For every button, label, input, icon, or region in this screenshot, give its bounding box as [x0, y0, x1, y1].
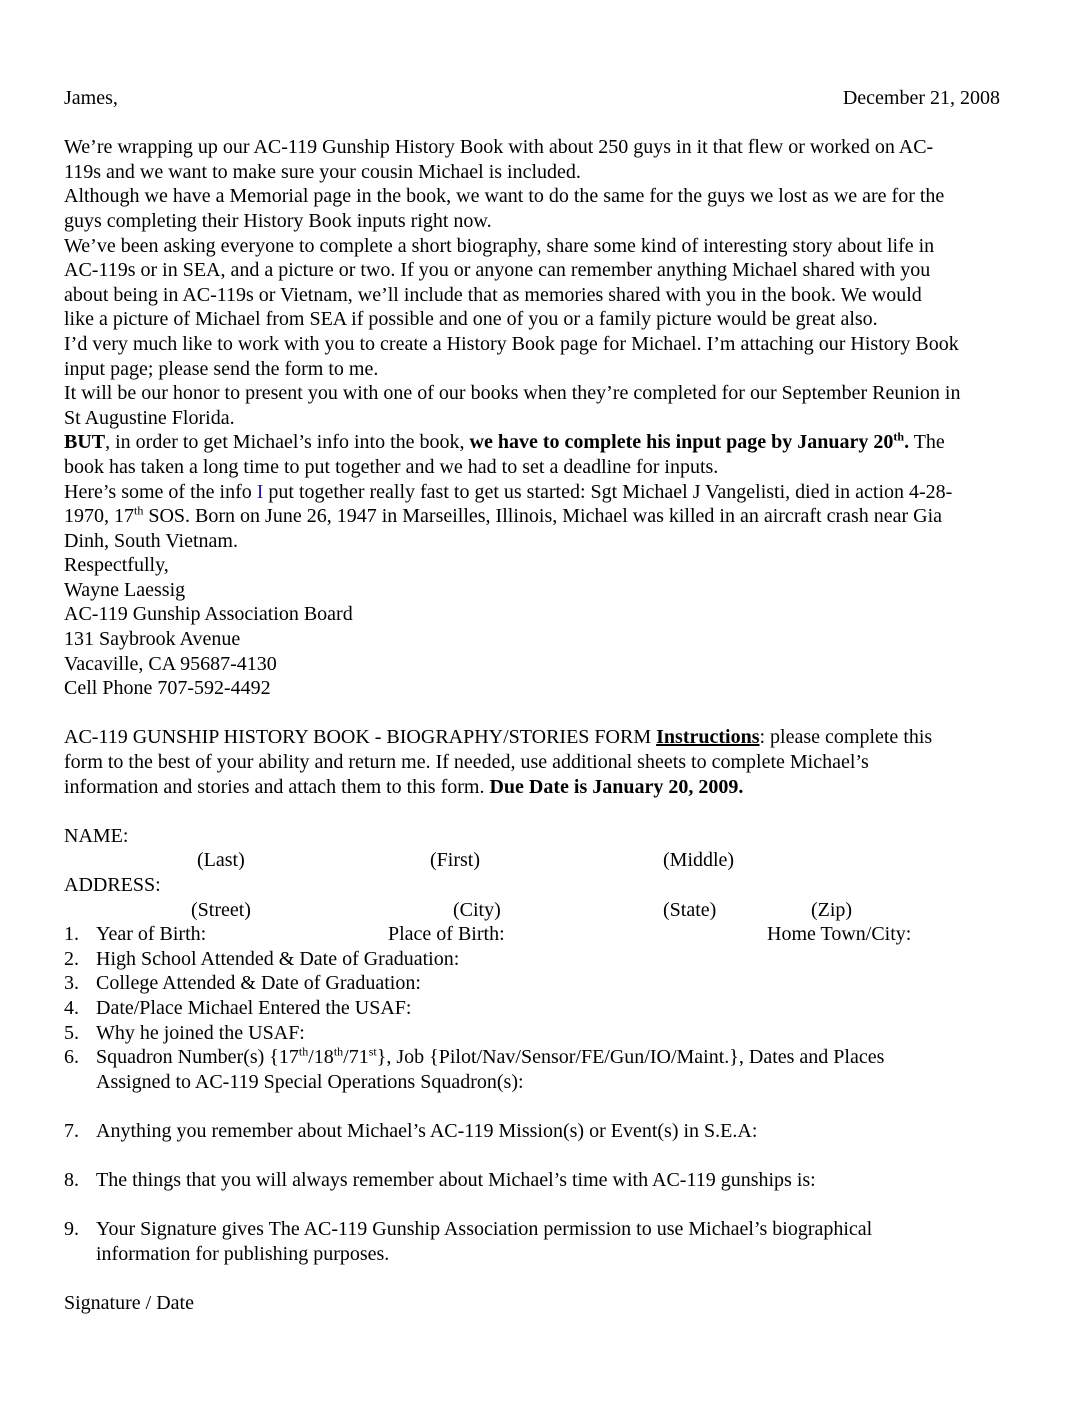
biography-form: [64, 725, 1024, 1315]
body-line: about being in AC-119s or Vietnam, we’ll include that as memories shared with you in the book. We would: [64, 283, 922, 306]
name-middle-label: (Middle): [663, 849, 735, 872]
greeting: James,: [64, 87, 118, 109]
place-of-birth-label: Place of Birth:: [388, 923, 505, 946]
body-line: book has taken a long time to put together and we had to set a deadline for inputs.: [64, 455, 719, 478]
form-item-1: 1. Year of Birth: Place of Birth: Home Town/City:: [64, 923, 912, 946]
year-of-birth-label: Year of Birth:: [96, 923, 207, 946]
signature-date-label: Signature / Date: [64, 1292, 194, 1315]
letter-page: [64, 86, 1024, 1316]
address-label: ADDRESS:: [64, 874, 161, 896]
letter-body: [64, 135, 1024, 553]
form-title: AC-119 GUNSHIP HISTORY BOOK - BIOGRAPHY/STORIES FORM: [64, 726, 657, 749]
signoff-line: AC-119 Gunship Association Board: [64, 603, 353, 626]
body-line: Although we have a Memorial page in the book, we want to do the same for the guys we lost as we are for the: [64, 185, 945, 208]
body-line: We’ve been asking everyone to complete a short biography, share some kind of interesting story about life in: [64, 234, 935, 257]
form-instructions-line: form to the best of your ability and return me. If needed, use additional sheets to complete Michael’s: [64, 751, 869, 774]
instructions-label: Instructions: [656, 726, 760, 749]
body-line: 119s and we want to make sure your cousin Michael is included.: [64, 160, 581, 183]
signoff-line: Wayne Laessig: [64, 578, 186, 601]
form-item-4: 4. Date/Place Michael Entered the USAF:: [64, 996, 412, 1019]
body-line: like a picture of Michael from SEA if possible and one of you or a family picture would be great also.: [64, 308, 878, 331]
form-item-5: 5. Why he joined the USAF:: [64, 1021, 305, 1044]
address-street-label: (Street): [191, 898, 251, 921]
form-item-9: 9. Your Signature gives The AC-119 Gunship Association permission to use Michael’s biographical: [64, 1218, 873, 1241]
info-line: Here’s some of the info I put together really fast to get us started: Sgt Michael J Vangelisti, died in action 4-28-: [64, 480, 953, 503]
signoff-block: [64, 553, 1024, 701]
address-sublabels: [64, 898, 1024, 923]
name-sublabels: [64, 848, 1024, 873]
form-item-3: 3. College Attended & Date of Graduation:: [64, 972, 421, 995]
letter-date: December 21, 2008: [842, 87, 1000, 109]
body-line: I’d very much like to work with you to create a History Book page for Michael. I’m attaching our History Book: [64, 332, 959, 355]
form-item-6-cont: Assigned to AC-119 Special Operations Squadron(s):: [96, 1070, 524, 1093]
deadline-line: BUT, in order to get Michael’s info into the book, we have to complete his input page by January 20th. The: [64, 429, 945, 454]
but-text: BUT: [64, 431, 106, 454]
form-item-2: 2. High School Attended & Date of Graduation:: [64, 947, 460, 970]
body-line: It will be our honor to present you with one of our books when they’re completed for our September Reunion in: [64, 382, 961, 405]
name-first-label: (First): [430, 849, 480, 872]
form-item-9-cont: information for publishing purposes.: [96, 1242, 390, 1265]
signoff-line: Vacaville, CA 95687-4130: [64, 652, 277, 675]
body-line: St Augustine Florida.: [64, 406, 235, 429]
signoff-line: 131 Saybrook Avenue: [64, 628, 241, 651]
body-line: input page; please send the form to me.: [64, 357, 379, 380]
letter-header: [64, 86, 1000, 111]
address-zip-label: (Zip): [811, 898, 853, 921]
form-instructions-line: information and stories and attach them to this form. Due Date is January 20, 2009.: [64, 775, 744, 798]
signoff-line: Respectfully,: [64, 554, 169, 577]
form-item-6: 6. Squadron Number(s) {17th/18th/71st}, Job {Pilot/Nav/Sensor/FE/Gun/IO/Maint.}, Dates and Places: [64, 1044, 885, 1069]
home-town-label: Home Town/City:: [767, 923, 912, 946]
body-line: AC-119s or in SEA, and a picture or two. If you or anyone can remember anything Michael shared with you: [64, 259, 931, 282]
name-label: NAME:: [64, 824, 129, 847]
body-line: We’re wrapping up our AC-119 Gunship History Book with about 250 guys in it that flew or worked on AC-: [64, 136, 934, 159]
signoff-line: Cell Phone 707-592-4492: [64, 677, 271, 700]
form-title-line: AC-119 GUNSHIP HISTORY BOOK - BIOGRAPHY/STORIES FORM Instructions: please complete this: [64, 726, 933, 749]
body-line: guys completing their History Book inputs right now.: [64, 209, 492, 232]
name-last-label: (Last): [197, 849, 245, 872]
info-line: 1970, 17th SOS. Born on June 26, 1947 in Marseilles, Illinois, Michael was killed in an aircraft crash near Gia: [64, 503, 943, 528]
due-date: Due Date is January 20, 2009.: [489, 775, 744, 798]
deadline-emphasis: we have to complete his input page by January 20th.: [469, 429, 910, 454]
address-city-label: (City): [453, 898, 501, 921]
address-state-label: (State): [663, 898, 717, 921]
info-line: Dinh, South Vietnam.: [64, 529, 238, 552]
form-item-7: 7. Anything you remember about Michael’s AC-119 Mission(s) or Event(s) in S.E.A:: [64, 1119, 758, 1142]
form-item-8: 8. The things that you will always remember about Michael’s time with AC-119 gunships is:: [64, 1169, 816, 1192]
